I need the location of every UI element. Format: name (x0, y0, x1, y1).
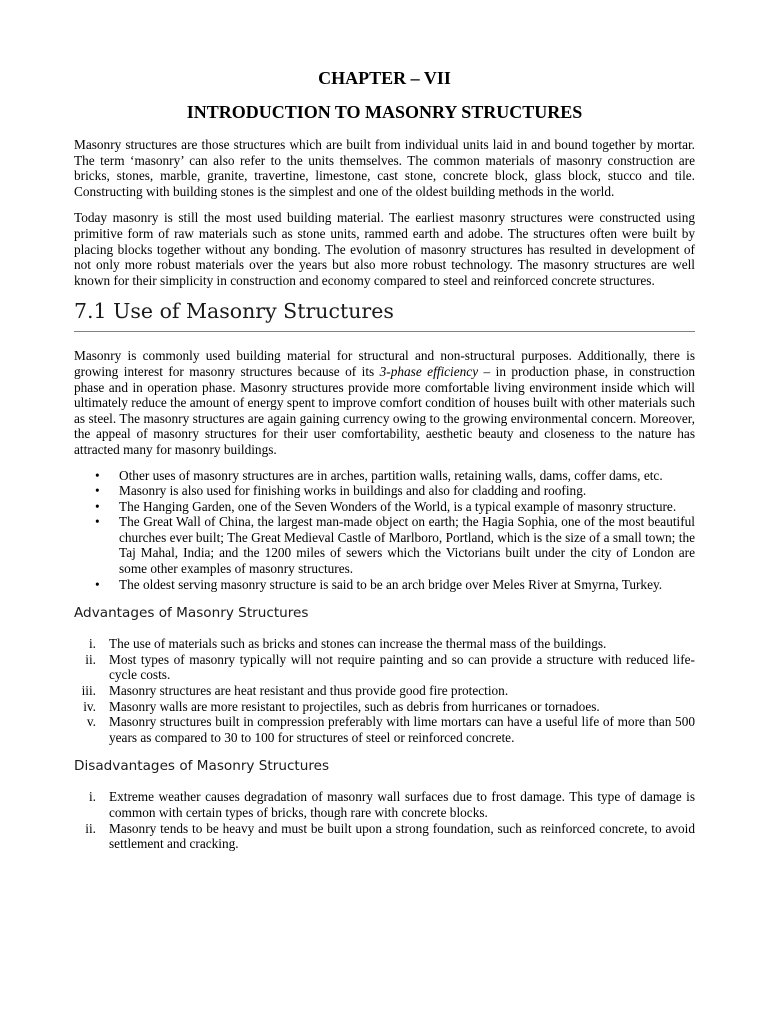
chapter-label: CHAPTER – VII (318, 68, 451, 88)
list-item-text: The Hanging Garden, one of the Seven Wonders of the World, is a typical example of masonry structure. (119, 498, 677, 514)
list-number: i. (88, 789, 96, 805)
list-item-text: Masonry is also used for finishing works in buildings and also for cladding and roofing. (119, 483, 587, 499)
disadvantages-list (74, 789, 695, 851)
list-number: i. (88, 636, 96, 652)
advantages-heading: Advantages of Masonry Structures (74, 605, 309, 622)
bullet-icon: • (95, 498, 100, 514)
list-item-text: The use of materials such as bricks and stones can increase the thermal mass of the buildings. (109, 636, 607, 652)
intro-paragraph: Masonry structures are those structures which are built from individual units laid in and bound together by mortar. The term ‘masonry’ can also refer to the units themselves. The common materials of masonry construction are bricks, stones, marble, granite, travertine, limestone, cast stone, concrete block, glass block, stucco and tile. Constructing with building stones is the simplest and one of the oldest building methods in the world. (74, 137, 695, 199)
list-item (74, 821, 695, 852)
use-paragraph (74, 348, 695, 457)
list-item-text: Other uses of masonry structures are in arches, partition walls, retaining walls, dams, coffer dams, etc. (119, 467, 663, 483)
list-item-text: Extreme weather causes degradation of masonry wall surfaces due to frost damage. This type of damage is common with certain types of bricks, though rare with concrete blocks. (109, 789, 695, 820)
list-item (74, 714, 695, 745)
bullet-icon: • (95, 514, 100, 530)
document-page (74, 66, 695, 852)
use-paragraph-text: Masonry is commonly used building material for structural and non-structural purposes. Additionally, there is growing interest for masonry structures because of its (74, 348, 695, 379)
list-item-text: Most types of masonry typically will not require painting and so can provide a structure with reduced life-cycle costs. (109, 651, 695, 683)
list-item (74, 577, 695, 593)
list-number: iv. (83, 698, 96, 714)
list-item (74, 636, 695, 652)
list-item (74, 683, 695, 699)
list-item (74, 699, 695, 715)
section-heading: 7.1 Use of Masonry Structures (74, 298, 695, 332)
list-number: ii. (85, 820, 96, 836)
list-item (74, 483, 695, 499)
list-number: v. (86, 714, 96, 730)
advantages-list (74, 636, 695, 745)
bullet-icon: • (95, 576, 100, 592)
disadvantages-heading: Disadvantages of Masonry Structures (74, 758, 330, 775)
bullet-icon: • (95, 467, 100, 483)
list-item-text: The Great Wall of China, the largest man-made object on earth; the Hagia Sophia, one of the most beautiful churches ever built; The Great Medieval Castle of Marlboro, Portland, which is the size of a small town; the Taj Mahal, India; and the 1200 miles of sewers which the Victorians built under the city of London are some other examples of masonry structures. (119, 514, 695, 577)
list-item-text: The oldest serving masonry structure is said to be an arch bridge over Meles River at Smyrna, Turkey. (119, 576, 663, 592)
list-item-text: Masonry walls are more resistant to projectiles, such as debris from hurricanes or tornadoes. (109, 698, 600, 714)
chapter-title: INTRODUCTION TO MASONRY STRUCTURES (186, 102, 583, 122)
list-item (74, 499, 695, 515)
intro-paragraph: Today masonry is still the most used building material. The earliest masonry structures were constructed using primitive form of raw materials such as stone units, rammed earth and adobe. The structures often were built by placing blocks together without any bonding. The evolution of masonry structures has resulted in development of not only more robust materials over the years but also more robust technology. The masonry structures are well known for their simplicity in construction and economy compared to steel and reinforced concrete structures. (74, 210, 695, 288)
list-item-text: Masonry structures built in compression preferably with lime mortars can have a useful life of more than 500 years as compared to 30 to 100 for structures of steel or reinforced concrete. (109, 714, 695, 745)
list-item (74, 789, 695, 820)
list-item (74, 468, 695, 484)
list-item (74, 514, 695, 576)
list-number: ii. (85, 651, 96, 667)
list-item-text: Masonry structures are heat resistant and thus provide good fire protection. (109, 683, 509, 699)
bullet-icon: • (95, 483, 100, 499)
list-number: iii. (81, 683, 96, 699)
use-paragraph-text: – in production phase, in construction phase and in operation phase. Masonry structures provide more comfortable living environment inside which will ultimately reduce the amount of energy spent to improve comfort condition of houses built with other materials such as steel. The masonry structures are again gaining currency owing to the growing environmental concern. Moreover, the appeal of masonry structures for their user comfortability, aesthetic beauty and closeness to the nature has attracted many for masonry buildings. (74, 363, 695, 457)
uses-bullet-list (74, 468, 695, 593)
list-item (74, 652, 695, 683)
use-paragraph-emphasis: 3-phase efficiency (379, 363, 479, 379)
list-item-text: Masonry tends to be heavy and must be built upon a strong foundation, such as reinforced concrete, to avoid settlement and cracking. (109, 820, 695, 852)
